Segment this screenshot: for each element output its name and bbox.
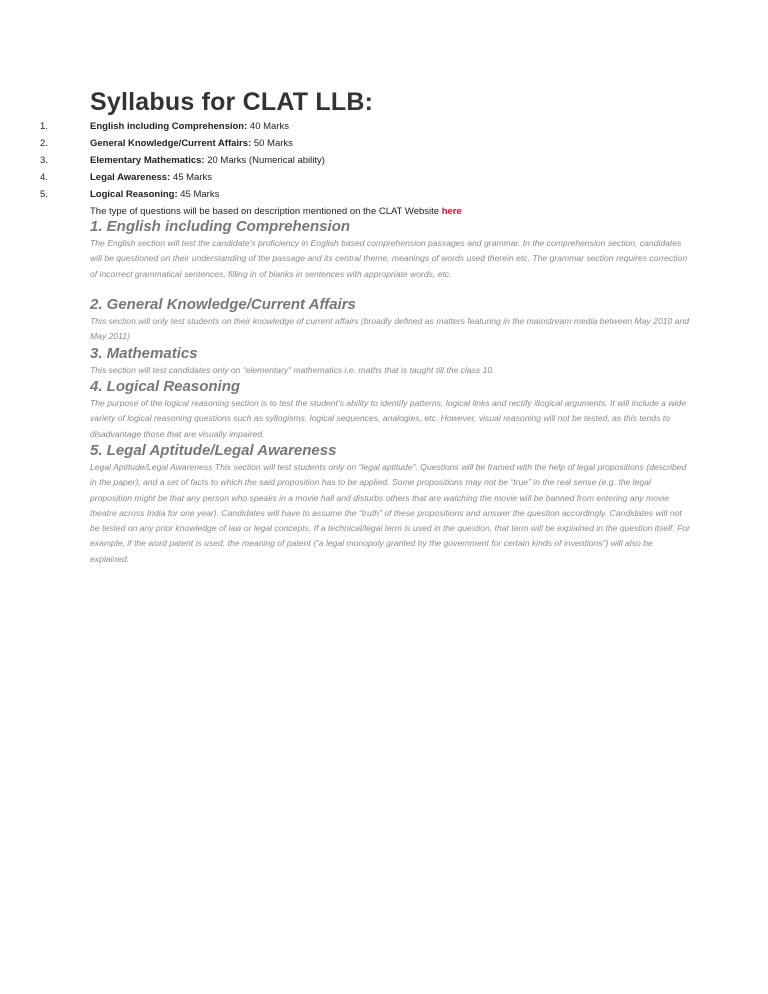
section-general-knowledge	[90, 296, 690, 345]
list-item	[0, 172, 768, 189]
section-body: The English section will test the candidate’s proficiency in English based comprehension passages and grammar. In the comprehension section, candidates will be questioned on their understanding of the passage and its central theme, meanings of words used therein etc. The grammar section requires correction of incorrect grammatical sentences, filling in of blanks in sentences with appropriate words, etc.	[90, 238, 688, 279]
list-item-marks: 40 Marks	[247, 121, 289, 132]
list-item-marks: 45 Marks	[177, 189, 220, 200]
list-item-subject: Logical Reasoning:	[90, 189, 178, 200]
section-body: This section will test candidates only on “elementary” mathematics i.e. maths that is taught till the class 10.	[90, 365, 495, 375]
list-item	[0, 138, 768, 155]
list-item-number: 5.	[40, 189, 48, 200]
intro-sentence: The type of questions will be based on description mentioned on the CLAT Website	[90, 206, 442, 217]
list-item-text	[90, 121, 289, 132]
section-heading: 1. English including Comprehension	[90, 218, 351, 235]
clat-website-link[interactable]: here	[441, 206, 462, 217]
list-item-number: 2.	[40, 138, 48, 149]
list-item-marks: 20 Marks (Numerical ability)	[204, 155, 325, 166]
list-item-marks: 50 Marks	[251, 138, 293, 149]
intro-text	[90, 206, 462, 217]
list-item-subject: General Knowledge/Current Affairs:	[90, 138, 252, 149]
section-heading: 2. General Knowledge/Current Affairs	[90, 296, 356, 313]
section-heading: 4. Logical Reasoning	[90, 378, 241, 395]
section-body: This section will only test students on their knowledge of current affairs (broadly defined as matters featuring in the mainstream media between May 2010 and May 2011)	[90, 316, 690, 342]
list-item-subject: Legal Awareness:	[90, 172, 171, 183]
list-item-subject: Elementary Mathematics:	[90, 155, 205, 166]
section-logical-reasoning	[90, 378, 690, 442]
section-heading: 5. Legal Aptitude/Legal Awareness	[90, 442, 337, 459]
list-item	[0, 189, 768, 206]
list-item-number: 1.	[40, 121, 48, 132]
list-item-subject: English including Comprehension:	[90, 121, 248, 132]
syllabus-list	[0, 121, 768, 206]
list-item-text	[90, 189, 219, 200]
section-heading: 3. Mathematics	[90, 345, 198, 362]
page-title: Syllabus for CLAT LLB:	[90, 88, 374, 116]
list-item-number: 4.	[40, 172, 48, 183]
section-english	[90, 218, 690, 282]
list-item-text	[90, 138, 293, 149]
list-item-number: 3.	[40, 155, 48, 166]
section-legal-aptitude	[90, 442, 690, 567]
list-item	[0, 121, 768, 138]
section-mathematics	[90, 345, 690, 378]
section-body: The purpose of the logical reasoning section is to test the student’s ability to identify patterns, logical links and rectify illogical arguments. It will include a wide variety of logical reasoning questions such as syllogisms, logical sequences, analogies, etc. However, visual reasoning will not be tested, as this tends to disadvantage those that are visually impaired.	[90, 398, 686, 439]
list-item-text	[90, 155, 325, 166]
list-item	[0, 155, 768, 172]
list-item-text	[90, 172, 212, 183]
list-item-marks: 45 Marks	[170, 172, 212, 183]
section-body: Legal Aptitude/Legal Awareness This section will test students only on “legal aptitude”. Questions will be framed with the help of legal propositions (described in the paper), and a set of facts to which the said proposition has to be applied. Some propositions may not be “true” in the real sense (e.g. the legal proposition might be that any person who speaks in a movie hall and disturbs others that are watching the movie will be banned from entering any movie theatre across India for one year). Candidates will have to assume the “truth” of these propositions and answer the question accordingly. Candidates will not be tested on any prior knowledge of law or legal concepts. If a technical/legal term is used in the question, that term will be explained in the question itself. For example, if the word patent is used, the meaning of patent (“a legal monopoly granted by the government for certain kinds of inventions”) will also be explained.	[90, 462, 690, 564]
